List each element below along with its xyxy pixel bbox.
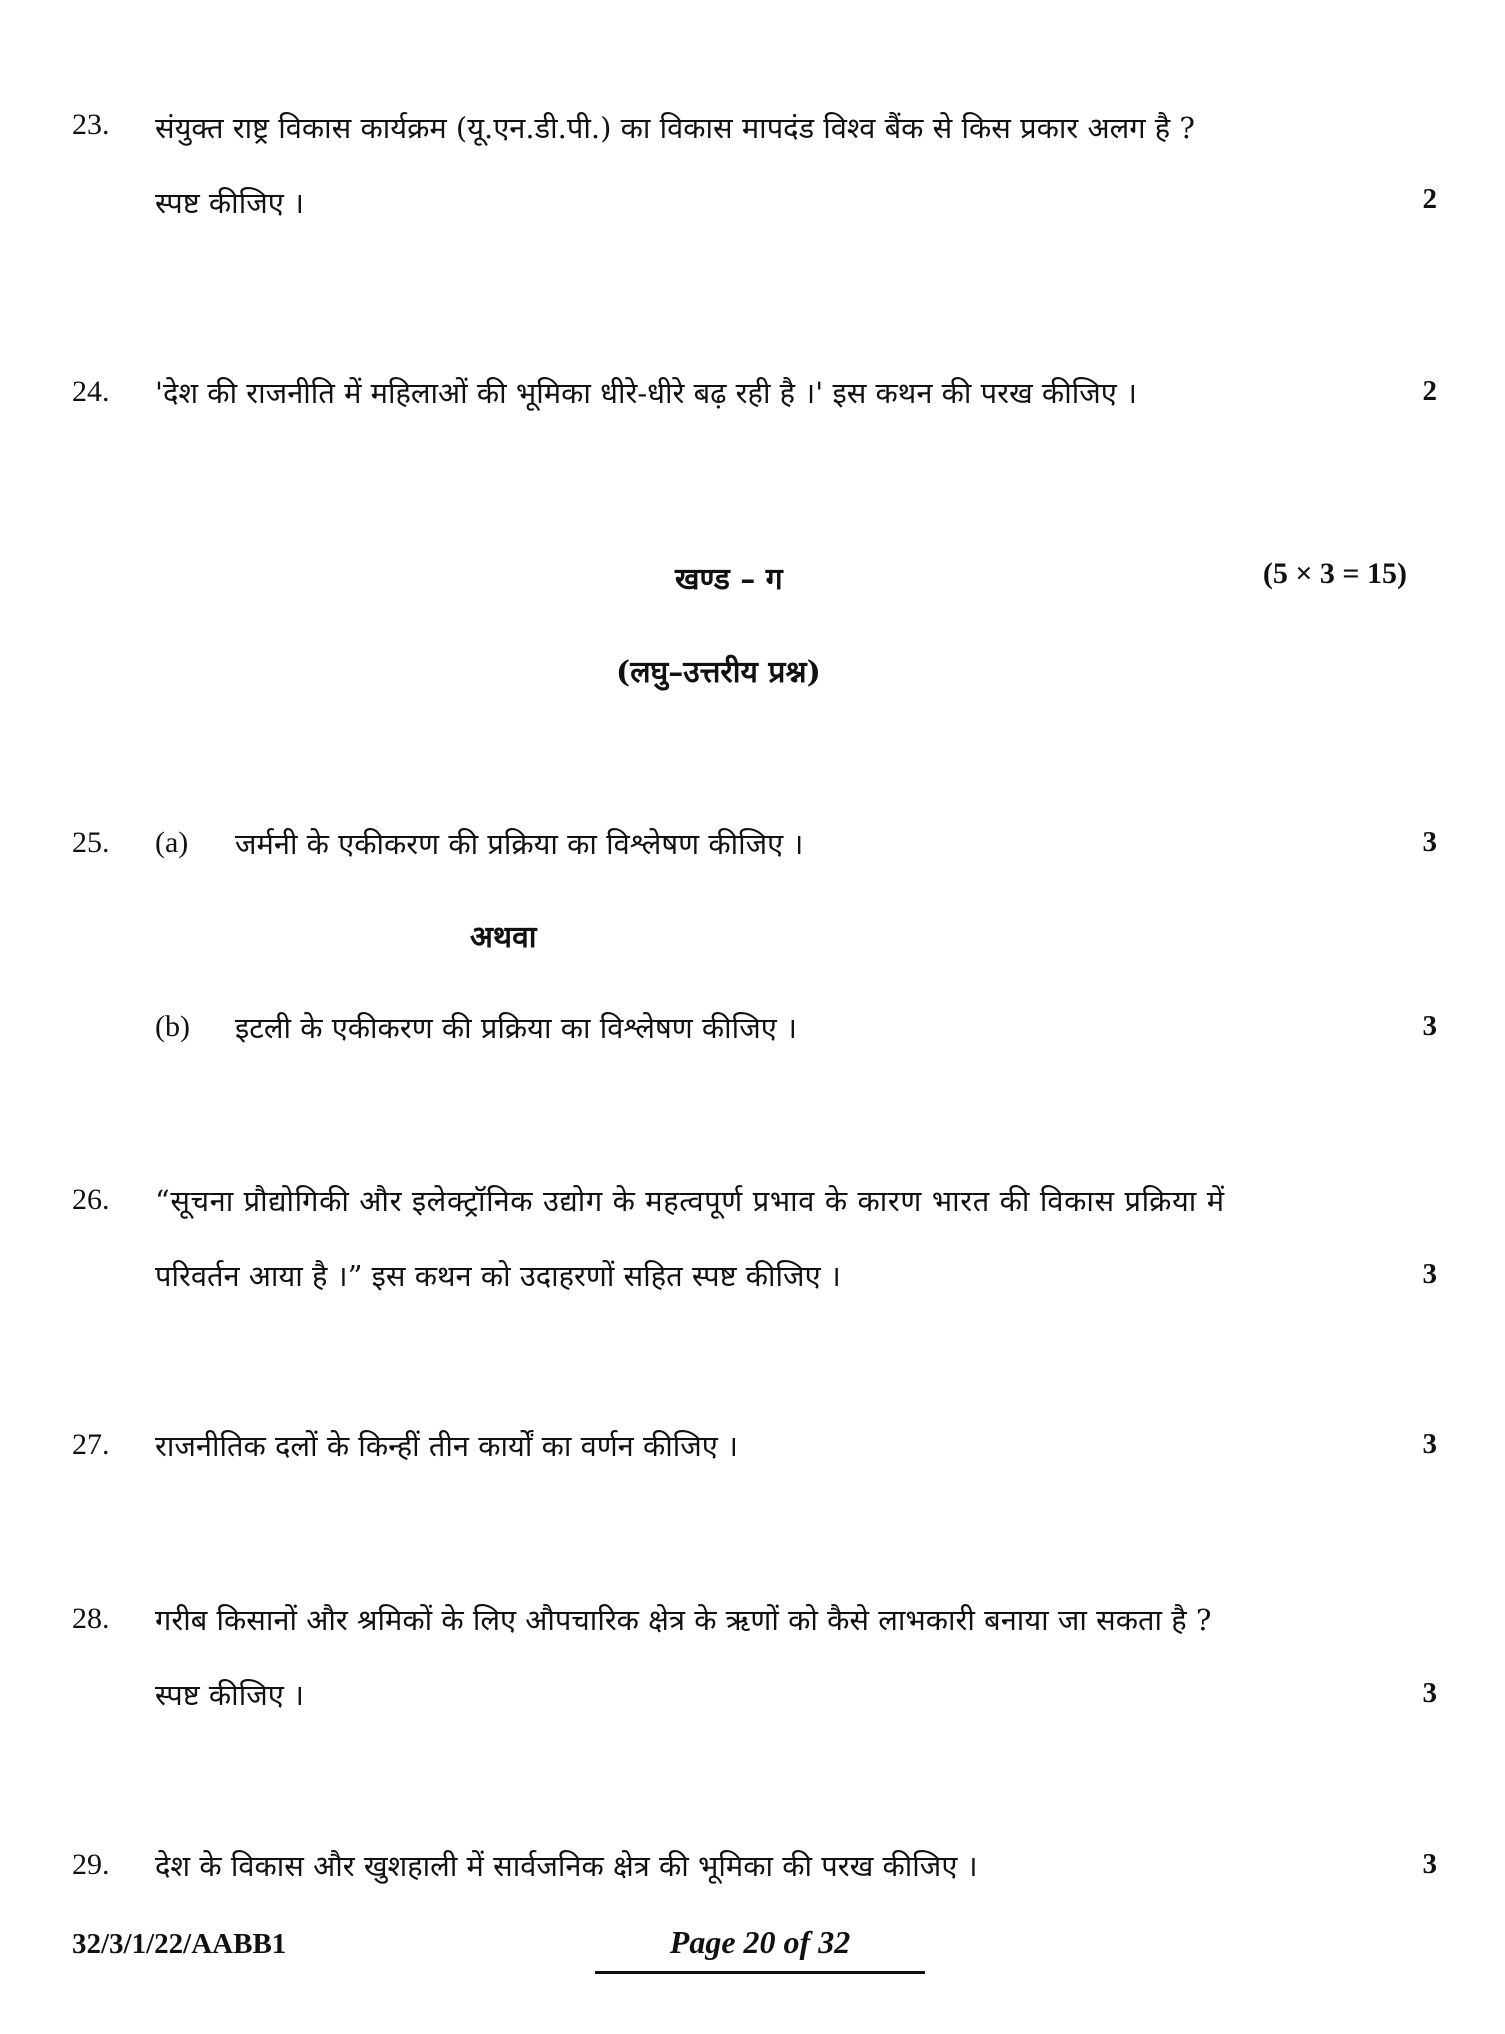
- question-text-line1: “सूचना प्रौद्योगिकी और इलेक्ट्रॉनिक उद्योग के महत्वपूर्ण प्रभाव के कारण भारत की विकास प्रक्रिया में: [155, 1184, 1225, 1218]
- question-marks: 3: [1422, 1258, 1437, 1290]
- question-marks: 3: [1422, 1428, 1437, 1460]
- question-marks: 2: [1422, 375, 1437, 407]
- question-text-line1: गरीब किसानों और श्रमिकों के लिए औपचारिक क्षेत्र के ऋणों को कैसे लाभकारी बनाया जा सकता है ?: [155, 1603, 1212, 1637]
- option-a-marks: 3: [1422, 826, 1437, 858]
- question-marks: 3: [1422, 1677, 1437, 1709]
- question-marks: 3: [1422, 1848, 1437, 1880]
- question-text-line1: राजनीतिक दलों के किन्हीं तीन कार्यों का वर्णन कीजिए ।: [155, 1429, 739, 1463]
- question-text-line1: 'देश की राजनीति में महिलाओं की भूमिका धीरे-धीरे बढ़ रही है ।' इस कथन की परख कीजिए ।: [155, 376, 1137, 410]
- question-text-line2: परिवर्तन आया है ।” इस कथन को उदाहरणों सहित स्पष्ट कीजिए ।: [155, 1259, 841, 1293]
- paper-code: 32/3/1/22/AABB1: [72, 1928, 287, 1960]
- option-b-label: (b): [155, 1010, 190, 1043]
- question-number: 28.: [72, 1602, 110, 1635]
- question-number: 26.: [72, 1183, 110, 1216]
- section-marks-scheme: (5 × 3 = 15): [1262, 557, 1407, 590]
- or-label: अथवा: [470, 920, 537, 955]
- page-number: Page 20 of 32: [595, 1924, 925, 1974]
- option-b-text: इटली के एकीकरण की प्रक्रिया का विश्लेषण कीजिए ।: [235, 1011, 797, 1045]
- option-a-label: (a): [155, 826, 189, 859]
- question-text-line1: संयुक्त राष्ट्र विकास कार्यक्रम (यू.एन.डी.पी.) का विकास मापदंड विश्व बैंक से किस प्रकार अलग है ?: [155, 111, 1195, 145]
- question-text-line2: स्पष्ट कीजिए ।: [155, 1678, 304, 1712]
- question-text-line2: स्पष्ट कीजिए ।: [155, 186, 304, 220]
- question-number: 29.: [72, 1848, 110, 1881]
- question-number: 23.: [72, 108, 110, 141]
- option-b-marks: 3: [1422, 1010, 1437, 1042]
- section-title: खण्ड – ग: [675, 562, 783, 597]
- section-subtitle: (लघु–उत्तरीय प्रश्न): [616, 655, 821, 690]
- option-a-text: जर्मनी के एकीकरण की प्रक्रिया का विश्लेषण कीजिए ।: [235, 827, 804, 861]
- question-marks: 2: [1422, 183, 1437, 215]
- question-number: 27.: [72, 1428, 110, 1461]
- question-number: 24.: [72, 375, 110, 408]
- question-text-line1: देश के विकास और खुशहाली में सार्वजनिक क्षेत्र की भूमिका की परख कीजिए ।: [155, 1849, 978, 1883]
- question-number: 25.: [72, 826, 110, 859]
